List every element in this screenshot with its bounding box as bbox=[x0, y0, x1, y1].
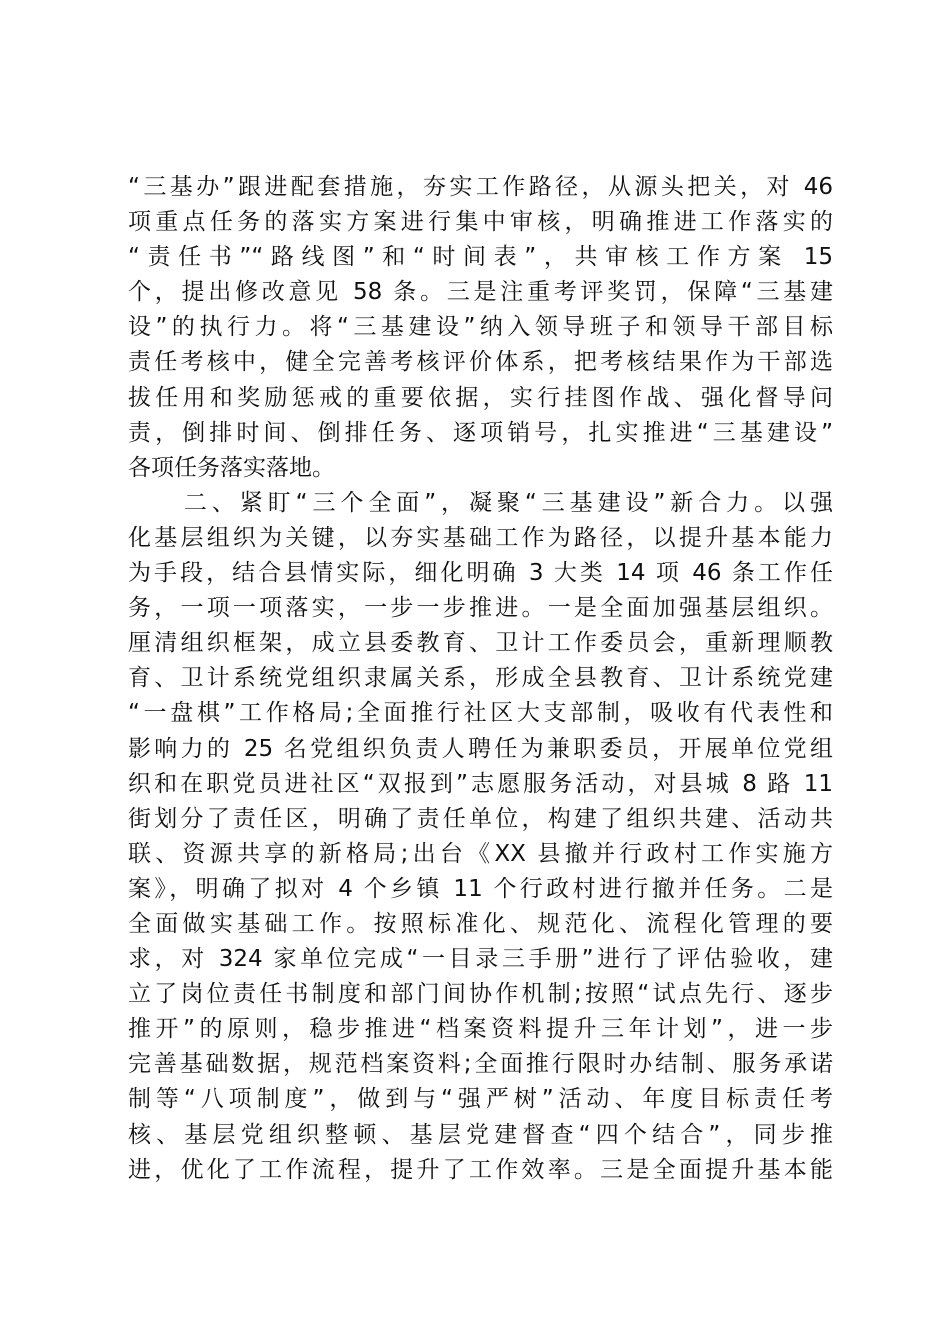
document-body bbox=[128, 170, 833, 1188]
text-line: 责任考核中，健全完善考核评价体系，把考核结果作为干部选 bbox=[128, 349, 833, 376]
text-line: 务，一项一项落实，一步一步推进。一是全面加强基层组织。 bbox=[128, 595, 833, 622]
text-line: 完善基础数据，规范档案资料;全面推行限时办结制、服务承诺 bbox=[128, 1051, 833, 1078]
text-line: 织和在职党员进社区“双报到”志愿服务活动，对县城 8 路 11 bbox=[128, 770, 833, 797]
text-line: 全面做实基础工作。按照标准化、规范化、流程化管理的要 bbox=[128, 910, 833, 937]
text-line: 联、资源共享的新格局;出台《XX 县撤并行政村工作实施方 bbox=[128, 840, 833, 867]
text-line: 设”的执行力。将“三基建设”纳入领导班子和领导干部目标 bbox=[128, 314, 833, 341]
text-line: 影响力的 25 名党组织负责人聘任为兼职委员，开展单位党组 bbox=[128, 735, 833, 762]
text-line: 化基层组织为关键，以夯实基础工作为路径，以提升基本能力 bbox=[128, 524, 833, 551]
text-line: “三基办”跟进配套措施，夯实工作路径，从源头把关，对 46 bbox=[128, 174, 833, 200]
text-line: 求，对 324 家单位完成“一目录三手册”进行了评估验收，建 bbox=[128, 946, 833, 973]
text-line: 二、紧盯“三个全面”，凝聚“三基建设”新合力。以强 bbox=[128, 489, 833, 516]
text-line: 个，提出修改意见 58 条。三是注重考评奖罚，保障“三基建 bbox=[128, 279, 833, 306]
text-line: 推开”的原则，稳步推进“档案资料提升三年计划”，进一步 bbox=[128, 1016, 833, 1043]
text-line: 项重点任务的落实方案进行集中审核，明确推进工作落实的 bbox=[128, 209, 833, 236]
text-line: 核、基层党组织整顿、基层党建督查“四个结合”，同步推 bbox=[128, 1121, 833, 1148]
paragraph-2 bbox=[128, 486, 833, 1188]
text-line: 立了岗位责任书制度和部门间协作机制;按照“试点先行、逐步 bbox=[128, 981, 833, 1008]
paragraph-1 bbox=[128, 170, 833, 486]
text-line: 责，倒排时间、倒排任务、逐项销号，扎实推进“三基建设” bbox=[128, 419, 833, 446]
text-line: 街划分了责任区，明确了责任单位，构建了组织共建、活动共 bbox=[128, 805, 833, 832]
text-line: “责任书”“路线图”和“时间表”，共审核工作方案 15 bbox=[128, 244, 833, 271]
text-line: 育、卫计系统党组织隶属关系，形成全县教育、卫计系统党建 bbox=[128, 665, 833, 692]
text-line: 各项任务落实落地。 bbox=[128, 454, 335, 481]
text-line: 厘清组织框架，成立县委教育、卫计工作委员会，重新理顺教 bbox=[128, 630, 833, 657]
text-line: 为手段，结合县情实际，细化明确 3 大类 14 项 46 条工作任 bbox=[128, 560, 833, 587]
text-line: 案》，明确了拟对 4 个乡镇 11 个行政村进行撤并任务。二是 bbox=[128, 875, 833, 902]
text-line: “一盘棋”工作格局;全面推行社区大支部制，吸收有代表性和 bbox=[128, 700, 833, 727]
text-line: 制等“八项制度”，做到与“强严树”活动、年度目标责任考 bbox=[128, 1086, 833, 1113]
text-line: 拔任用和奖励惩戒的重要依据，实行挂图作战、强化督导问 bbox=[128, 384, 833, 411]
text-line: 进，优化了工作流程，提升了工作效率。三是全面提升基本能 bbox=[128, 1156, 833, 1183]
